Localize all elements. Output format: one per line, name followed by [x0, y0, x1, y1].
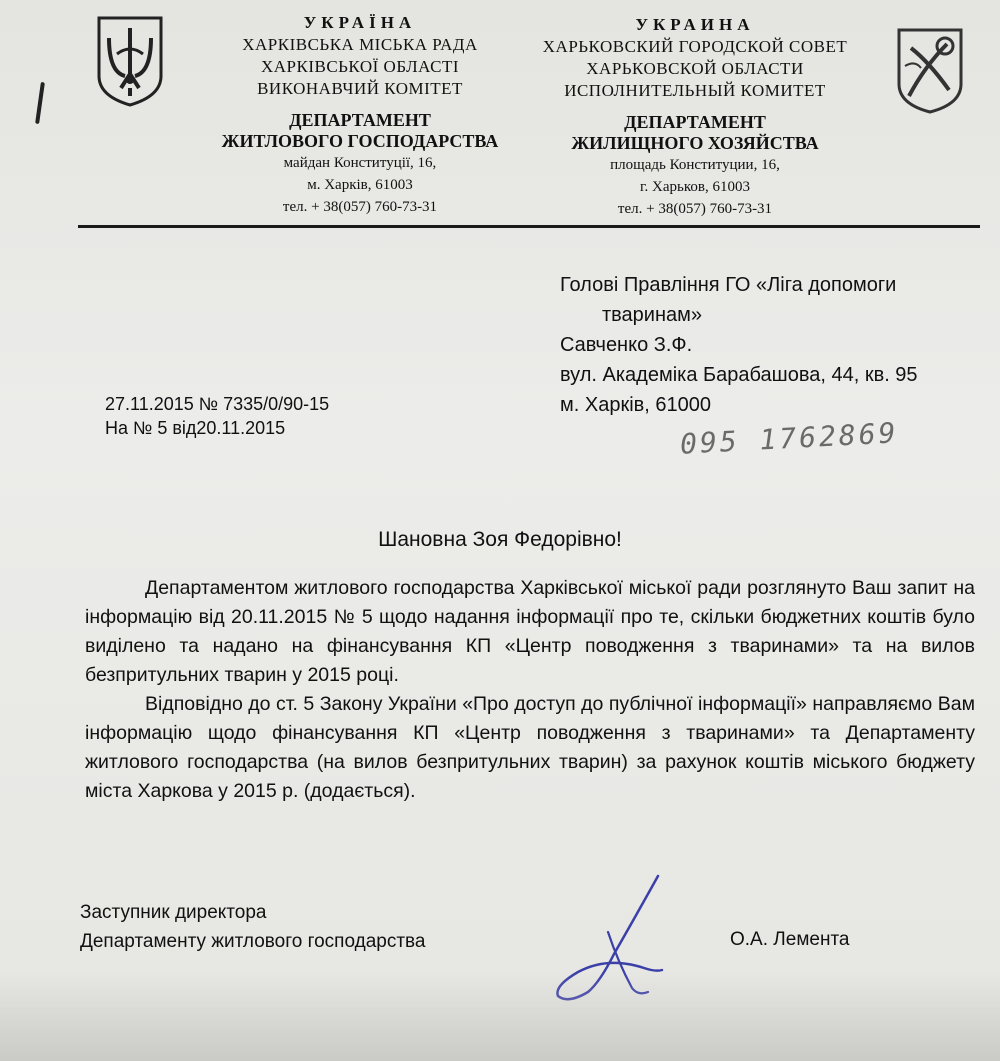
committee-name: ИСПОЛНИТЕЛЬНЫЙ КОМИТЕТ [564, 81, 826, 100]
address-line-2: г. Харьков, 61003 [640, 179, 750, 195]
addressee-line-2: тваринам» [602, 304, 703, 326]
signatory-role [80, 898, 425, 956]
phone-line: тел. + 38(057) 760-73-31 [282, 199, 438, 215]
header-ukrainian [195, 12, 525, 218]
committee-name: ВИКОНАВЧИЙ КОМІТЕТ [257, 79, 463, 98]
header-divider [78, 225, 980, 228]
addressee-name: Савченко З.Ф. [560, 334, 693, 356]
addressee-city: м. Харків, 61000 [560, 394, 711, 416]
country-name: УКРАИНА [635, 15, 755, 34]
phone-line: тел. + 38(057) 760-73-31 [617, 201, 773, 217]
country-name: УКРАЇНА [303, 13, 417, 32]
kharkiv-city-coat-of-arms-icon [895, 26, 965, 114]
address-line-1: майдан Конституції, 16, [283, 155, 437, 171]
department-line-1: ДЕПАРТАМЕНТ [624, 112, 766, 132]
handwritten-phone-number: 095 1762869 [679, 416, 900, 461]
address-line-2: м. Харків, 61003 [307, 177, 413, 193]
signatory-role-line-2: Департаменту житлового господарства [80, 931, 426, 952]
addressee-street: вул. Академіка Барабашова, 44, кв. 95 [560, 364, 918, 386]
body-paragraph-2: Відповідно до ст. 5 Закону України «Про доступ до публічної інформації» направляємо Вам інформацію щодо фінансування КП «Центр поводження з тваринами» та Департаменту житлового господарства (на вилов безпритульних тварин) за рахунок коштів міського бюджету міста Харкова у 2015 р. (додається). [85, 693, 975, 802]
letter-body [85, 574, 975, 806]
signatory-role-line-1: Заступник директора [80, 902, 267, 923]
department-line-2: ЖИЛИЩНОГО ХОЗЯЙСТВА [571, 133, 819, 153]
signatory-name: О.А. Лемента [730, 929, 850, 950]
pen-mark [35, 82, 45, 124]
trident-coat-of-arms-icon [95, 14, 165, 108]
outgoing-reference: 27.11.2015 № 7335/0/90-15 [105, 394, 330, 414]
header-russian [520, 14, 870, 220]
incoming-reference: На № 5 від20.11.2015 [105, 418, 286, 438]
department-line-2: ЖИТЛОВОГО ГОСПОДАРСТВА [221, 131, 499, 151]
region-name: ХАРКІВСЬКОЇ ОБЛАСТІ [260, 57, 459, 76]
council-name: ХАРКІВСЬКА МІСЬКА РАДА [242, 35, 478, 54]
addressee-line-1: Голові Правління ГО «Ліга допомоги [560, 274, 897, 296]
addressee-block [560, 270, 990, 420]
handwritten-signature [548, 872, 668, 1007]
region-name: ХАРЬКОВСКОЙ ОБЛАСТИ [586, 59, 804, 78]
body-paragraph-1: Департаментом житлового господарства Харківської міської ради розглянуто Ваш запит на інформацію від 20.11.2015 № 5 щодо надання інформації про те, скільки бюджетних коштів було виділено та надано на фінансування КП «Центр поводження з тваринами» та на вилов безпритульних тварин у 2015 році. [85, 577, 975, 686]
department-name [195, 110, 525, 152]
reference-block [105, 392, 329, 440]
address-line-1: площадь Конституции, 16, [610, 157, 780, 173]
salutation: Шановна Зоя Федорівно! [378, 528, 622, 551]
council-name: ХАРЬКОВСКИЙ ГОРОДСКОЙ СОВЕТ [542, 37, 848, 56]
department-name [520, 112, 870, 154]
department-line-1: ДЕПАРТАМЕНТ [289, 110, 431, 130]
